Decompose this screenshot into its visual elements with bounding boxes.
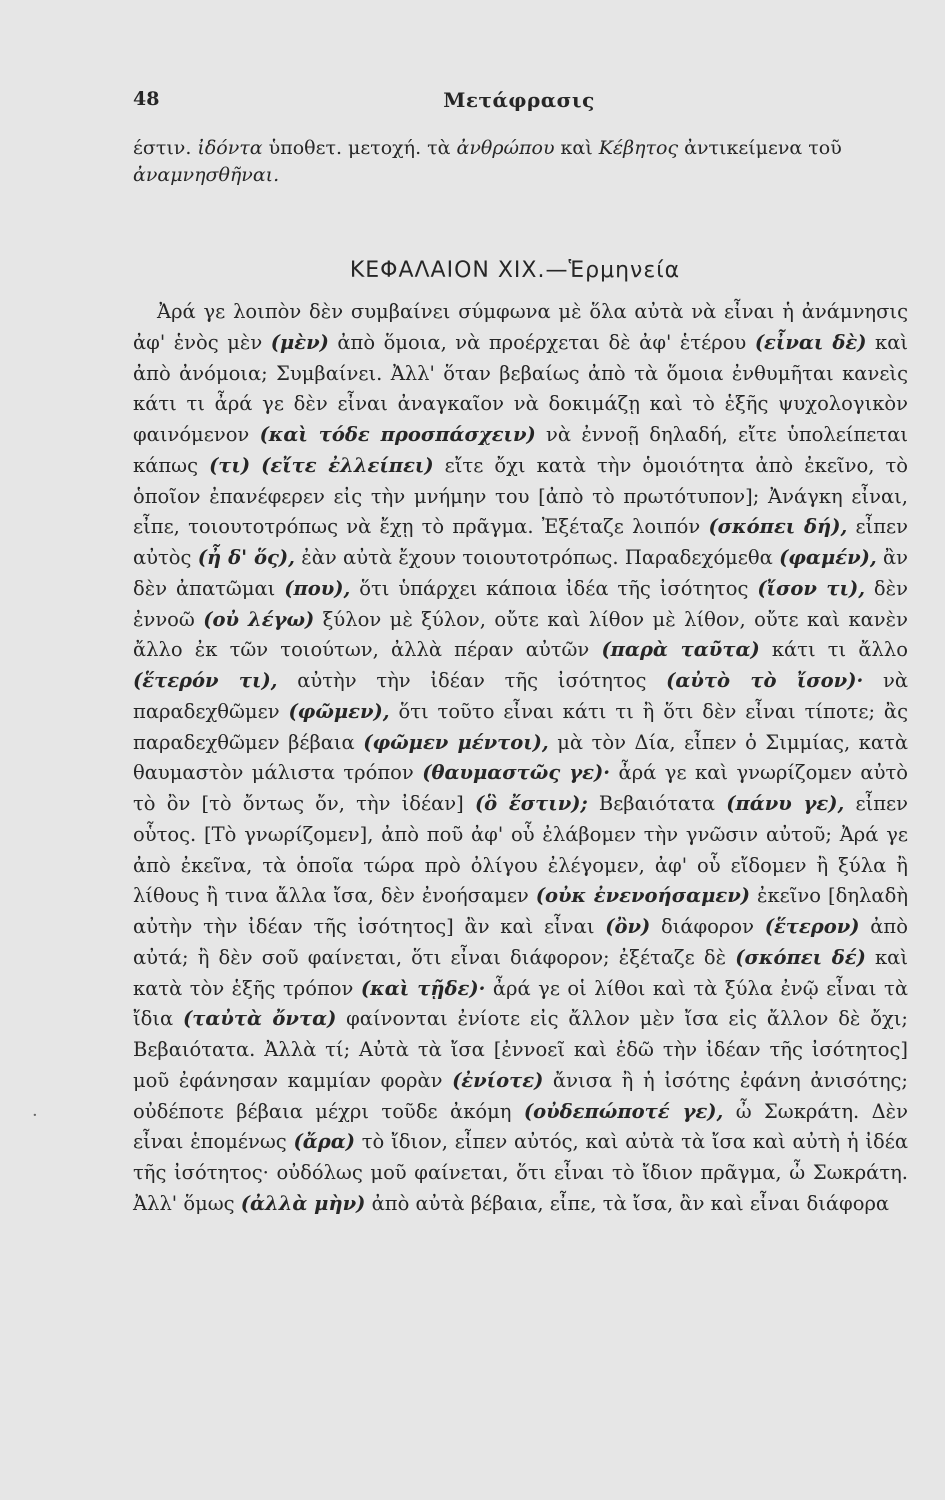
text-run: καὶ bbox=[554, 137, 599, 159]
greek-original-term: (φῶμεν μέντοι), bbox=[363, 730, 549, 754]
greek-original-term: (παρὰ ταῦτα) bbox=[601, 638, 760, 662]
text-run bbox=[250, 454, 261, 477]
text-run: ἀναμνησθῆναι. bbox=[133, 164, 280, 186]
greek-original-term: (ὃ ἔστιν); bbox=[474, 792, 588, 815]
greek-original-term: (καὶ τῇδε)· bbox=[360, 976, 486, 1000]
text-run: ἂν δὲν ἀπατῶμαι bbox=[133, 546, 908, 600]
text-run: ἀπὸ ὅμοια, νὰ προέρχεται δὲ ἀφ' ἑτέρου bbox=[328, 330, 755, 354]
greek-original-term: (οὐ λέγω) bbox=[203, 607, 315, 631]
text-run: Ἀρά γε λοιπὸν δὲν συμβαίνει σύμφωνα μὲ ὅλα αὐτὰ νὰ εἶναι ἡ ἀνάμνησις ἀφ' ἑνὸς μὲν bbox=[133, 300, 908, 354]
translation-body bbox=[133, 297, 908, 1220]
text-run: εἶπεν αὐτὸς bbox=[133, 515, 908, 569]
greek-original-term: (θαυμαστῶς γε)· bbox=[422, 761, 611, 785]
greek-original-term: (οὐδεπώποτέ γε), bbox=[523, 1099, 724, 1123]
greek-original-term: (τι) bbox=[209, 453, 251, 477]
greek-original-term: (αὐτὸ τὸ ἴσον)· bbox=[666, 669, 864, 692]
greek-original-term: (φῶμεν), bbox=[288, 699, 390, 723]
greek-original-term: (πάνυ γε), bbox=[726, 792, 845, 815]
text-run: ξύλον μὲ ξύλον, οὔτε καὶ λίθον μὲ λίθον, οὔτε καὶ κανὲν ἄλλο ἐκ τῶν τοιούτων, ἀλλὰ πέραν αὐτῶν bbox=[133, 607, 908, 662]
greek-original-term: (σκόπει δή), bbox=[708, 515, 848, 539]
chapter-heading: ΚΕΦΑΛΑΙΟΝ XIX.—Ἑρμηνεία bbox=[349, 258, 681, 283]
text-run: ἆρά γε καὶ γνωρίζομεν αὐτὸ τὸ ὂν [τὸ ὄντως ὄν, τὴν ἰδέαν] bbox=[133, 761, 908, 815]
text-run: εἶπεν οὗτος. [Τὸ γνωρίζομεν], ἀπὸ ποῦ ἀφ' οὗ ἐλάβομεν τὴν γνῶσιν αὐτοῦ; Ἀρά γε ἀπὸ ἐκεῖνα, τὰ ὁποῖα τώρα πρὸ ὀλίγου ἐλέγομεν, ἀφ' οὗ εἴδομεν ἢ ξύλα ἢ λίθους ἢ τινα ἄλλα ἴσα, δὲν ἐνοήσαμεν bbox=[133, 792, 908, 908]
text-run: καὶ κατὰ τὸν ἑξῆς τρόπον bbox=[133, 945, 908, 1000]
greek-original-term: (που), bbox=[284, 576, 351, 600]
text-run: ὅτι τοῦτο εἶναι κάτι τι ἢ ὅτι δὲν εἶναι τίποτε; ἂς παραδεχθῶμεν βέβαια bbox=[133, 699, 909, 754]
greek-original-term: (ἕτερόν τι), bbox=[133, 669, 278, 692]
greek-original-term: (ἐνίοτε) bbox=[452, 1068, 544, 1092]
text-run: ἀνθρώπου bbox=[456, 137, 555, 159]
translation-paragraph bbox=[133, 297, 908, 1220]
text-run: ὅτι ὑπάρχει κάποια ἰδέα τῆς ἰσότητος bbox=[350, 576, 758, 600]
greek-original-term: (ὂν) bbox=[605, 915, 651, 938]
page-header bbox=[133, 88, 905, 118]
text-run: διάφορον bbox=[650, 915, 765, 938]
greek-original-term: (ἄρα) bbox=[293, 1130, 355, 1154]
text-run: νὰ παραδεχθῶμεν bbox=[133, 669, 909, 723]
greek-original-term: (καὶ τόδε προσπάσχειν) bbox=[259, 423, 536, 446]
text-run: φαίνονται ἐνίοτε εἰς ἄλλον μὲν ἴσα εἰς ἄλλον δὲ ὄχι; Βεβαιότατα. Ἀλλὰ τί; Αὐτὰ τὰ ἴσα [ἐννοεῖ καὶ ἐδῶ τὴν ἰδέαν τῆς ἰσότητος] μοῦ ἐφάνησαν καμμίαν φορὰν bbox=[133, 1007, 908, 1092]
greek-original-term: (ταὐτὰ ὄντα) bbox=[183, 1007, 337, 1031]
text-run: έστιν. bbox=[133, 137, 198, 159]
text-run: ὑποθετ. μετοχή. τὰ bbox=[262, 137, 457, 159]
text-run: ἀντικείμενα τοῦ bbox=[678, 137, 842, 159]
running-title: Μετάφρασις bbox=[443, 88, 595, 112]
text-run: ἆρά γε οἱ λίθοι καὶ τὰ ξύλα ἐνῷ εἶναι τὰ ἴδια bbox=[133, 976, 909, 1031]
text-run: καὶ ἀπὸ ἀνόμοια; Συμβαίνει. Ἀλλ' ὅταν βεβαίως ἀπὸ τὰ ὅμοια ἐνθυμῆται κανεὶς κάτι τι ἆρά γε δὲν εἶναι ἀναγκαῖον νὰ δοκιμάζῃ καὶ τὸ ἑξῆς ψυχολογικὸν φαινόμενον bbox=[133, 330, 909, 446]
text-run: Βεβαιότατα bbox=[587, 792, 727, 815]
text-run: ἀπὸ αὐτὰ βέβαια, εἶπε, τὰ ἴσα, ἂν καὶ εἶναι διάφορα bbox=[365, 1191, 890, 1215]
greek-original-term: (εἶναι δὲ) bbox=[754, 330, 867, 354]
greek-original-term: (οὐκ ἐνενοήσαμεν) bbox=[535, 884, 750, 908]
greek-original-term: (σκόπει δέ) bbox=[735, 945, 866, 969]
text-run: ὦ Σωκράτη. Δὲν εἶναι ἑπομένως bbox=[133, 1099, 908, 1154]
text-run: Κέβητος bbox=[598, 137, 679, 159]
greek-original-term: (εἴτε ἐλλείπει) bbox=[261, 453, 434, 477]
greek-original-term: (ἦ δ' ὅς), bbox=[197, 546, 295, 569]
page-number: 48 bbox=[133, 88, 160, 110]
text-run: μὰ τὸν Δία, εἶπεν ὁ Σιμμίας, κατὰ θαυμαστὸν μάλιστα τρόπον bbox=[133, 730, 908, 785]
greek-original-term: (μὲν) bbox=[270, 330, 329, 354]
text-run: εἴτε ὄχι κατὰ τὴν ὁμοιότητα ἀπὸ ἐκεῖνο, τὸ ὁποῖον ἐπανέφερεν εἰς τὴν μνήμην του [ἀπὸ τὸ πρωτότυπον]; Ἀνάγκη εἶναι, εἶπε, τοιουτοτρόπως νὰ ἔχῃ τὸ πρᾶγμα. Ἐξέταζε λοιπόν bbox=[133, 453, 909, 539]
text-run: ἐκεῖνο [δηλαδὴ αὐτὴν τὴν ἰδέαν τῆς ἰσότητος] ἂν καὶ εἶναι bbox=[133, 884, 909, 938]
text-run: νὰ ἐννοῇ δηλαδή, εἴτε ὑπολείπεται κάπως bbox=[133, 423, 909, 477]
text-run: ἀπὸ αὐτά; ἢ δὲν σοῦ φαίνεται, ὅτι εἶναι διάφορον; ἐξέταζε δὲ bbox=[133, 915, 908, 969]
text-run: ἄνισα ἢ ἡ ἰσότης ἐφάνη ἀνισότης; οὐδέποτε βέβαια μέχρι τοῦδε ἀκόμη bbox=[133, 1068, 909, 1123]
greek-original-term: (ἴσον τι), bbox=[757, 576, 865, 600]
margin-mark: · bbox=[32, 1105, 38, 1126]
text-run: δὲν ἐννοῶ bbox=[133, 576, 908, 631]
text-run: ἐὰν αὐτὰ ἔχουν τοιουτοτρόπως. Παραδεχόμεθα bbox=[294, 546, 780, 569]
greek-original-term: (ἕτερον) bbox=[764, 915, 860, 938]
greek-original-term: (φαμέν), bbox=[779, 546, 877, 569]
text-run: αὐτὴν τὴν ἰδέαν τῆς ἰσότητος bbox=[277, 669, 667, 692]
text-run: τὸ ἴδιον, εἶπεν αὐτός, καὶ αὐτὰ τὰ ἴσα καὶ αὐτὴ ἡ ἰδέα τῆς ἰσότητος· οὐδόλως μοῦ φαίνεται, ὅτι εἶναι τὸ ἴδιον πρᾶγμα, ὦ Σωκράτη. Ἀλλ' ὅμως bbox=[133, 1130, 908, 1215]
previous-chapter-notes bbox=[133, 135, 908, 189]
text-run: ἰδόντα bbox=[197, 137, 263, 159]
greek-original-term: (ἀλλὰ μὴν) bbox=[240, 1191, 366, 1215]
text-run: κάτι τι ἄλλο bbox=[759, 638, 908, 662]
